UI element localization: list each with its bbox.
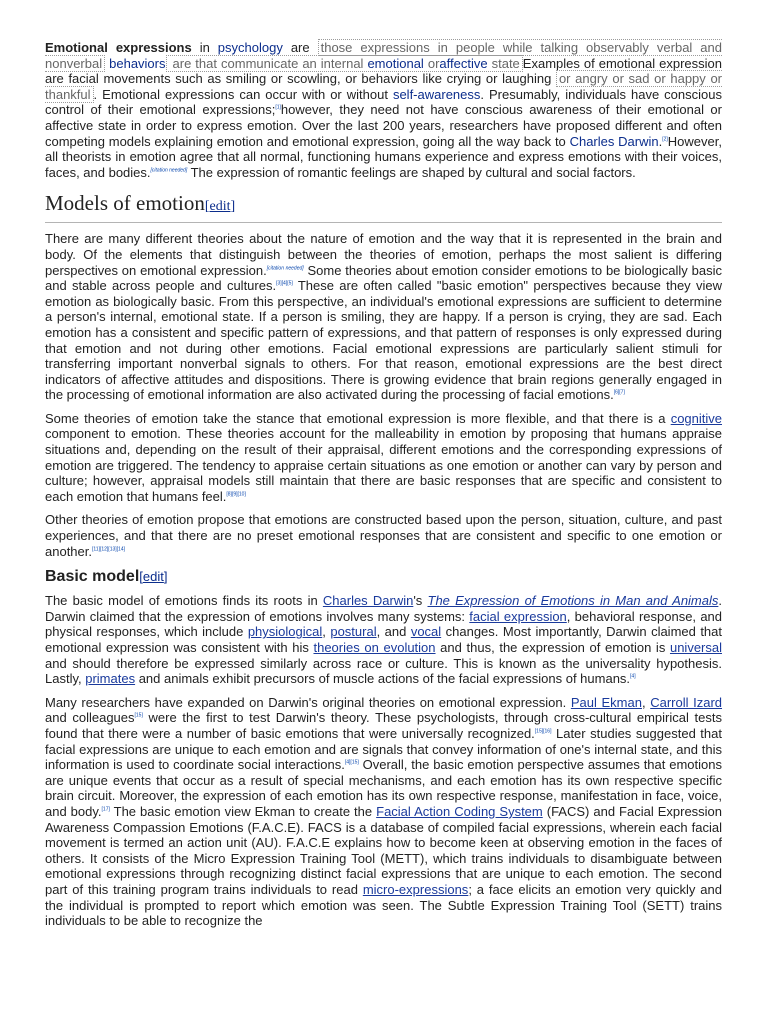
- link-charles-darwin[interactable]: Charles Darwin: [569, 133, 659, 149]
- models-paragraph-3: Other theories of emotion propose that emotions are constructed based upon the person, situation, culture, and past experiences, and that there are no preset emotional responses that are consistent and specific to one emotion or another.[11][12][13][14]: [45, 512, 722, 559]
- citation-3-5[interactable]: [3][4][5]: [276, 280, 293, 287]
- link-universal[interactable]: universal: [669, 640, 722, 655]
- citation-17[interactable]: [17]: [101, 806, 110, 813]
- citation-2[interactable]: [2]: [662, 136, 668, 143]
- citation-needed[interactable]: [citation needed]: [266, 265, 304, 272]
- link-cognitive[interactable]: cognitive: [670, 410, 722, 426]
- link-paul-ekman[interactable]: Paul Ekman: [570, 694, 642, 710]
- citation-4[interactable]: [4]: [630, 673, 636, 680]
- link-primates[interactable]: primates: [85, 671, 136, 687]
- section-heading-basic-model: Basic model[edit]: [45, 568, 168, 586]
- edit-link-basic-model[interactable]: [edit]: [139, 569, 168, 585]
- disputed-text-box-3: or angry or sad or happy or thankful: [45, 71, 722, 102]
- citation-11-14[interactable]: [11][12][13][14]: [92, 546, 125, 553]
- disputed-text-box: those expressions in people while talking observably verbal and nonverbal: [45, 40, 722, 71]
- link-affective[interactable]: affective: [439, 55, 488, 71]
- link-theories-on-evolution[interactable]: theories on evolution: [313, 640, 436, 655]
- term-emotional-expressions: Emotional expressions: [45, 40, 192, 55]
- intro-paragraph: Emotional expressions in psychology are those expressions in people while talking observably verbal and nonverbal behaviors are that communicate an internal emotional oraffective state Examples of emotional expression are facial movements such as smiling or scowling, or behaviors like crying or laughing or angry or sad or happy or thankful . Emotional expressions can occur with or without self-awareness. Presumably, individuals have conscious control of their emotional expressions;[1]however, they need not have conscious awareness of their emotional or affective state in order to express emotion. Over the last 200 years, researchers have proposed different and often competing models explaining emotion and emotional expression, going all the way back to Charles Darwin.[2]However, all theorists in emotion agree that all normal, functioning humans experience and express emotions with their voices, faces, and bodies.[citation needed] The expression of romantic feelings are shaped by cultural and social factors.: [45, 40, 722, 180]
- models-paragraph-2: Some theories of emotion take the stance that emotional expression is more flexible, and that there is a cognitive component to emotion. These theories account for the malleability in emotion by proposing that humans appraise situations and, depending on the result of their appraisal, different emotions and the corresponding expressions of emotion are triggered. The tendency to appraise certain situations as one emotion or another can vary by person and culture; however, appraisal models still maintain that there are basic responses that are specific and consistent to each emotion that humans feel.[8][9][10]: [45, 410, 722, 504]
- link-psychology[interactable]: psychology: [217, 40, 283, 55]
- citation-needed[interactable]: [citation needed]: [150, 167, 188, 174]
- link-physiological[interactable]: physiological: [247, 624, 323, 640]
- link-carroll-izard[interactable]: Carroll Izard: [650, 694, 723, 710]
- section-heading-models: Models of emotion[edit]: [45, 190, 722, 223]
- citation-15[interactable]: [15]: [134, 713, 143, 720]
- citation-6-7[interactable]: [6][7]: [613, 389, 625, 396]
- disputed-text-box-2: are that communicate an internal emotional oraffective state: [166, 55, 523, 72]
- link-self-awareness[interactable]: self-awareness: [392, 86, 481, 102]
- basic-paragraph-2: Many researchers have expanded on Darwin's original theories on emotional expression. Paul Ekman, Carroll Izard and colleagues[15] were the first to test Darwin's theory. These psychologists, through cross-cultural empirical tests found that there were a number of basic emotions that were universally recognized.[15][16] Later studies suggested that facial expressions are unique to each emotion and are signals that convey information of one's internal state, and this information is used to coordinate social interactions.[4][15] Overall, the basic emotion perspective assumes that emotions are unique events that occur as a result of special mechanisms, and each emotion has its own respective specific brain circuit. Moreover, the expression of each emotion has its own respective response, manifestation in face, voice, and body.[17] The basic emotion view Ekman to create the Facial Action Coding System (FACS) and Facial Expression Awareness Compassion Emotions (F.A.C.E). FACS is a database of compiled facial expressions, wherein each facial movement is termed an action unit (AU). F.A.C.E explains how to become keen at observing emotion in the faces of others. It consists of the Micro Expression Training Tool (METT), which trains individuals to disambiguate between emotional expressions through recognizing distinct facial expressions that are unique to each emotion. The second part of this training program trains individuals to read micro-expressions; a face elicits an emotion very quickly and the individual is prompted to report which emotion was seen. The Subtle Expression Training Tool (SETT) trains individuals to be able to recognize the: [45, 694, 723, 929]
- article-body: [45, 40, 722, 937]
- link-facs[interactable]: Facial Action Coding System: [376, 803, 543, 819]
- link-emotional[interactable]: emotional: [367, 55, 424, 71]
- link-charles-darwin-2[interactable]: Charles Darwin: [322, 593, 414, 609]
- link-micro-expressions[interactable]: micro-expressions: [362, 881, 469, 897]
- citation-4-15[interactable]: [4][15]: [344, 759, 359, 766]
- link-behaviors[interactable]: behaviors: [109, 55, 166, 71]
- edit-link-models[interactable]: [edit]: [204, 199, 236, 215]
- citation-8-10[interactable]: [8][9][10]: [226, 491, 246, 498]
- link-postural[interactable]: postural: [330, 624, 377, 640]
- citation-15-16[interactable]: [15][16]: [534, 728, 552, 735]
- models-paragraph-1: There are many different theories about the nature of emotion and the way that it is represented in the brain and body. Of the elements that distinguish between the theories of emotion, perhaps the most salient is differing perspectives on emotional expression.[citation needed] Some theories about emotion consider emotions to be biologically basic and stable across people and cultures.[3][4][5] These are often called "basic emotion" perspectives because they view emotion as biologically basic. From this perspective, an individual's emotional expressions are sufficient to determine a person's internal, emotional state. If a person is smiling, they are happy. If a person is crying, they are sad. Each emotion has a consistent and specific pattern of expressions, and that pattern of responses is only expressed during that emotion and not during other emotions. Facial emotional expressions are particularly salient stimuli for transferring important nonverbal signals to others. For that reason, emotional expressions are the best direct indicators of affective attitudes and dispositions. There is growing evidence that brain regions generally engaged in the processing of emotional information are also activated during the processing of facial emotions.[6][7]: [45, 231, 722, 403]
- basic-paragraph-1: The basic model of emotions finds its roots in Charles Darwin's The Expression of Emotions in Man and Animals. Darwin claimed that the expression of emotions involves many systems: facial expression, behavioral response, and physical responses, which include physiological, postural, and vocal changes. Most importantly, Darwin claimed that emotional expression was consistent with his theories on evolution and thus, the expression of emotion is universal and should therefore be expressed similarly across race or culture. This is known as the universality hypothesis. Lastly, primates and animals exhibit precursors of muscle actions of the facial expressions of humans.[4]: [45, 593, 723, 687]
- link-expression-of-emotions[interactable]: The Expression of Emotions in Man and Animals: [427, 593, 719, 609]
- link-vocal[interactable]: vocal: [410, 624, 442, 640]
- citation-1[interactable]: [1]: [275, 105, 281, 112]
- link-facial-expression[interactable]: facial expression: [469, 608, 567, 624]
